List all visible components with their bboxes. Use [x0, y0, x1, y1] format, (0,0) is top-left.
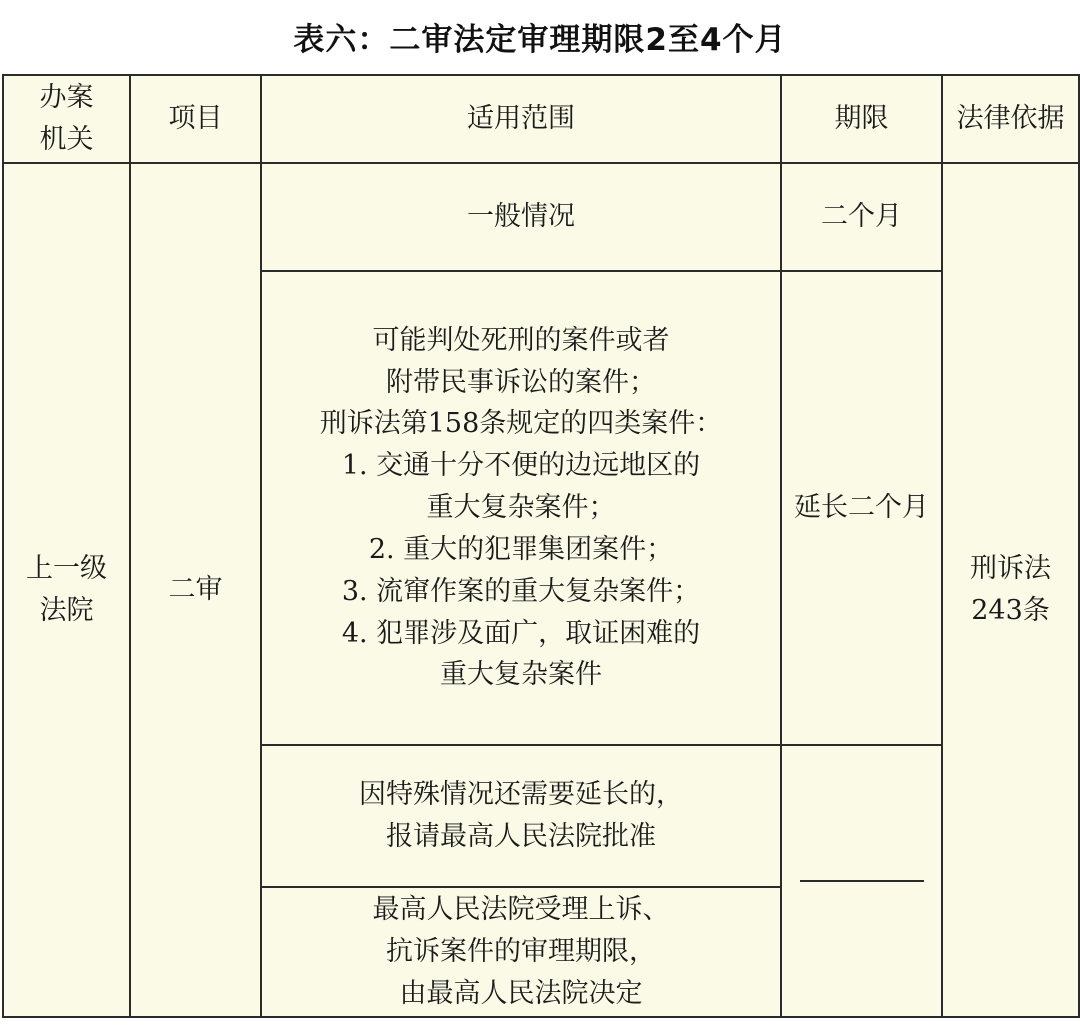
header-item: 项目: [130, 75, 261, 163]
scope-line: 因特殊情况还需要延长的，: [359, 779, 683, 811]
scope-line: 3. 流窜作案的重大复杂案件；: [341, 575, 701, 607]
scope-line: 附带民事诉讼的案件；: [386, 366, 656, 398]
cell-basis: [942, 163, 1079, 1017]
scope-line: 2. 重大的犯罪集团案件；: [368, 533, 674, 565]
scope-supreme-court: [261, 887, 781, 1017]
table-row: [3, 163, 1079, 271]
agency-line1: 上一级: [26, 553, 107, 585]
scope-special-extension: [261, 745, 781, 887]
scope-line: 刑诉法第158条规定的四类案件：: [319, 408, 723, 440]
period-extended: 延长二个月: [781, 271, 942, 745]
scope-line: 报请最高人民法院批准: [386, 821, 656, 852]
scope-general: 一般情况: [261, 163, 781, 271]
table-title: 表六：二审法定审理期限2至4个月: [293, 22, 787, 58]
cell-agency: [3, 163, 130, 1017]
header-period: 期限: [781, 75, 942, 163]
scope-line: 重大复杂案件: [440, 659, 602, 691]
header-basis: 法律依据: [942, 75, 1079, 163]
scope-line: 可能判处死刑的案件或者: [372, 324, 670, 356]
scope-line: 4. 犯罪涉及面广，取证困难的: [341, 617, 701, 649]
trial-period-table: [2, 74, 1080, 1018]
header-agency: [3, 75, 130, 163]
scope-line: 1. 交通十分不便的边远地区的: [341, 450, 701, 482]
basis-line2: 243条: [971, 595, 1050, 626]
period-general: 二个月: [781, 163, 942, 271]
table-header-row: [3, 75, 1079, 163]
scope-line: 重大复杂案件；: [426, 492, 616, 524]
header-scope: 适用范围: [261, 75, 781, 163]
cell-item: 二审: [130, 163, 261, 1017]
period-not-applicable: [781, 745, 942, 1017]
agency-line2: 法院: [39, 595, 94, 626]
scope-line: 由最高人民法院决定: [399, 977, 643, 1009]
scope-line: 最高人民法院受理上诉、: [372, 894, 670, 926]
header-agency-line1: 办案: [39, 82, 94, 114]
header-agency-line2: 机关: [39, 124, 94, 155]
dash-line: [800, 880, 924, 882]
scope-line: 抗诉案件的审理期限，: [386, 936, 656, 968]
basis-line1: 刑诉法: [970, 553, 1051, 585]
scope-extended-cases: [261, 271, 781, 745]
